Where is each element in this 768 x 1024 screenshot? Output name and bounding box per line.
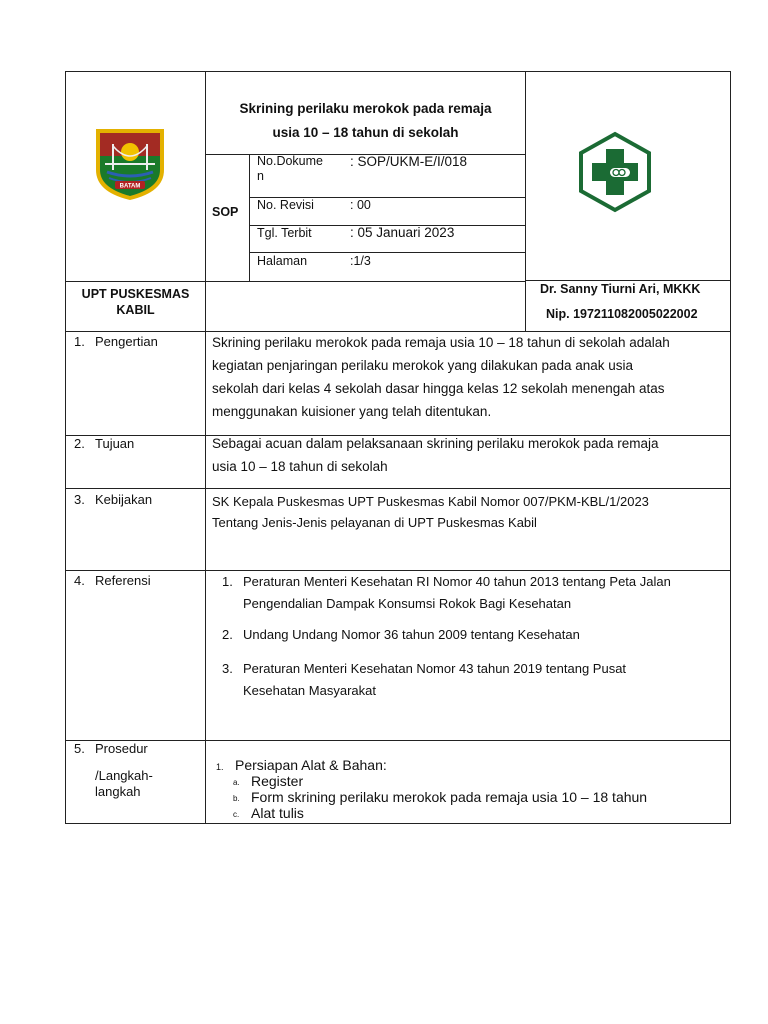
subitem-a-letter: a. [233, 778, 240, 787]
meta-value-doc-number: : SOP/UKM-E/I/018 [350, 154, 468, 169]
body-line: usia 10 – 18 tahun di sekolah [212, 459, 388, 474]
meta-label-revision: No. Revisi [257, 198, 314, 212]
section-5-number: 5. [74, 741, 85, 756]
meta-value-page: :1/3 [350, 254, 371, 268]
city-emblem-logo [93, 126, 167, 202]
meta-label-doc-number: No.Dokume n [257, 154, 323, 183]
signer-nip: Nip. 197211082005022002 [546, 307, 698, 321]
body-line: Skrining perilaku merokok pada remaja usia 10 – 18 tahun di sekolah adalah [212, 335, 670, 350]
puskesmas-logo [574, 131, 656, 213]
meta-value-issue-date: : 05 Januari 2023 [350, 225, 455, 240]
subitem-a-text: Register [251, 773, 304, 789]
title-line-2: usia 10 – 18 tahun di sekolah [272, 125, 459, 140]
organization-name [66, 286, 205, 318]
title-line-1: Skrining perilaku merokok pada remaja [239, 101, 492, 116]
meta-value-revision: : 00 [350, 198, 371, 212]
section-2-title: Tujuan [95, 436, 135, 451]
reference-2-number: 2. [222, 627, 233, 642]
body-line: Peraturan Menteri Kesehatan RI Nomor 40 tahun 2013 tentang Peta Jalan [243, 574, 671, 589]
step-1-title: Persiapan Alat & Bahan: [235, 757, 387, 773]
section-3-number: 3. [74, 492, 85, 507]
reference-1-text [243, 571, 716, 615]
subitem-c-letter: c. [233, 810, 240, 819]
body-line: kegiatan penjaringan perilaku merokok yang dilakukan pada anak usia [212, 358, 634, 373]
section-2-number: 2. [74, 436, 85, 451]
reference-2-text [243, 624, 716, 646]
document-title [206, 97, 525, 145]
reference-3-text [243, 658, 716, 702]
section-1-number: 1. [74, 334, 85, 349]
sop-label: SOP [212, 205, 239, 219]
reference-1-number: 1. [222, 574, 233, 589]
subitem-b-text: Form skrining perilaku merokok pada remaja usia 10 – 18 tahun [251, 789, 648, 805]
section-5-title: Prosedur [95, 741, 148, 756]
section-1-body [212, 331, 723, 423]
subtitle-line-2: langkah [95, 784, 141, 799]
body-line: menggunakan kuisioner yang telah ditentukan. [212, 404, 492, 419]
section-3-body [212, 491, 723, 533]
meta-label-page: Halaman [257, 254, 308, 268]
section-3-title: Kebijakan [95, 492, 153, 507]
subtitle-line-1: /Langkah- [95, 768, 153, 783]
step-1-number: 1. [216, 762, 224, 772]
section-2-body [212, 432, 723, 478]
subitem-b-letter: b. [233, 794, 240, 803]
reference-3-number: 3. [222, 661, 233, 676]
body-line: Sebagai acuan dalam pelaksanaan skrining perilaku merokok pada remaja [212, 436, 659, 451]
section-4-title: Referensi [95, 573, 151, 588]
emblem-text: BATAM [119, 183, 141, 190]
section-4-number: 4. [74, 573, 85, 588]
org-name-line-1: UPT PUSKESMAS [81, 287, 190, 301]
body-line: Undang Undang Nomor 36 tahun 2009 tentang Kesehatan [243, 627, 580, 642]
body-line: Pengendalian Dampak Konsumsi Rokok Bagi Kesehatan [243, 596, 572, 611]
meta-label-issue-date: Tgl. Terbit [257, 226, 312, 240]
section-5-subtitle [95, 768, 153, 800]
org-name-line-2: KABIL [116, 303, 155, 317]
body-line: Tentang Jenis-Jenis pelayanan di UPT Puskesmas Kabil [212, 515, 537, 530]
subitem-c-text: Alat tulis [251, 805, 304, 821]
signer-name: Dr. Sanny Tiurni Ari, MKKK [540, 282, 701, 296]
body-line: Kesehatan Masyarakat [243, 683, 376, 698]
body-line: sekolah dari kelas 4 sekolah dasar hingga kelas 12 sekolah menengah atas [212, 381, 665, 396]
body-line: Peraturan Menteri Kesehatan Nomor 43 tahun 2019 tentang Pusat [243, 661, 627, 676]
section-1-title: Pengertian [95, 334, 158, 349]
body-line: SK Kepala Puskesmas UPT Puskesmas Kabil Nomor 007/PKM-KBL/1/2023 [212, 494, 649, 509]
